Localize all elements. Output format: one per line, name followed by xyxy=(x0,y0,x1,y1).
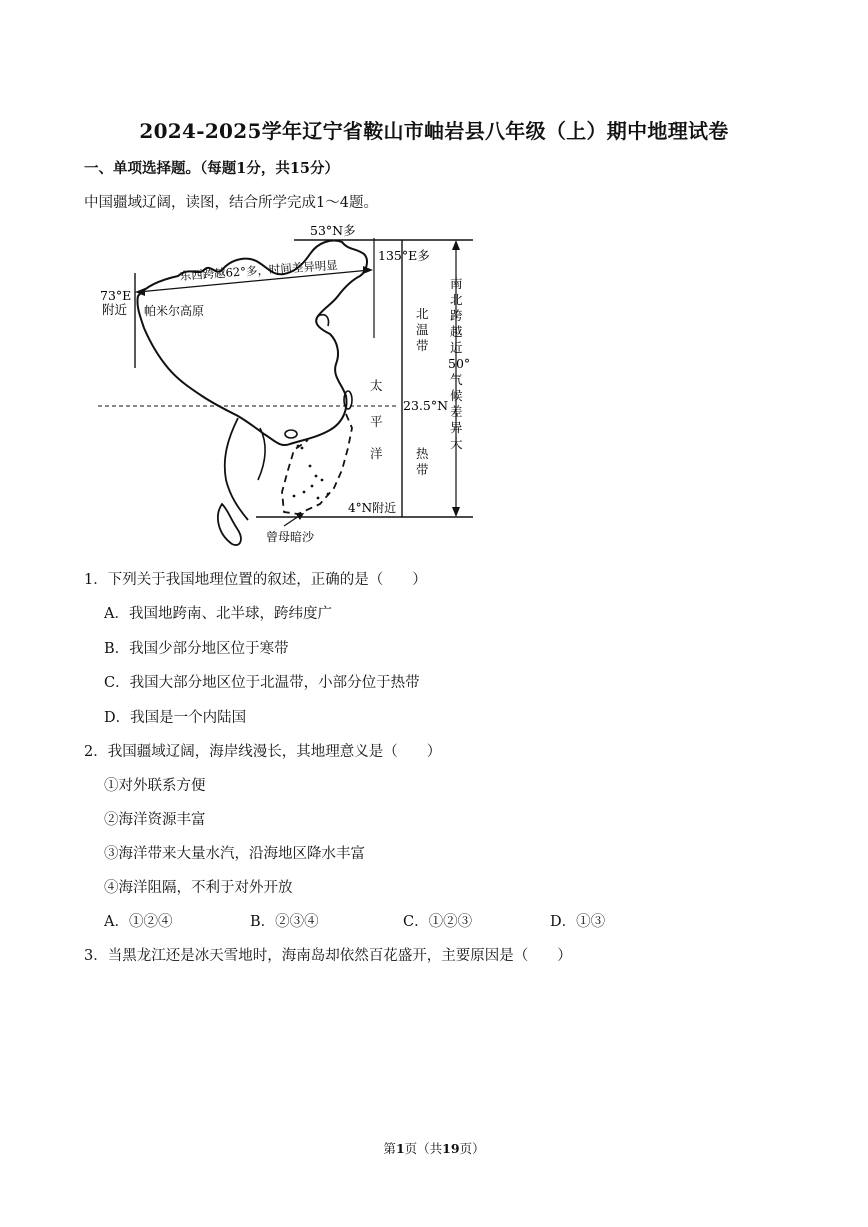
svg-text:50°: 50° xyxy=(448,356,471,371)
question-1-stem: 1．下列关于我国地理位置的叙述，正确的是（ ） xyxy=(84,572,427,588)
footer-mid: 页（共 xyxy=(404,1141,443,1156)
question-2-choice-c: C．①②③ xyxy=(403,914,473,930)
svg-text:平: 平 xyxy=(370,414,383,429)
label-tropic: 23.5°N xyxy=(403,398,449,413)
question-2-choice-d: D．①③ xyxy=(550,914,606,930)
question-3-stem: 3．当黑龙江还是冰天雪地时，海南岛却依然百花盛开，主要原因是（ ） xyxy=(84,948,572,964)
svg-text:大: 大 xyxy=(450,436,463,451)
label-zengmu: 曾母暗沙 xyxy=(266,530,315,544)
footer-prefix: 第 xyxy=(383,1141,396,1156)
svg-text:热: 热 xyxy=(416,446,429,461)
label-pacific xyxy=(370,378,383,461)
label-lat-north: 53°N多 xyxy=(310,223,356,238)
label-lon-west-note: 附近 xyxy=(102,302,128,317)
section-heading: 一、单项选择题。（每题1分，共15分） xyxy=(84,160,340,177)
question-2-item-4: ④海洋阻隔，不利于对外开放 xyxy=(104,880,293,896)
question-2-choice-a: A．①②④ xyxy=(104,914,173,930)
page-title: 2024-2025学年辽宁省鞍山市岫岩县八年级（上）期中地理试卷 xyxy=(139,119,729,143)
question-2-stem: 2．我国疆域辽阔，海岸线漫长，其地理意义是（ ） xyxy=(84,744,442,760)
svg-text:洋: 洋 xyxy=(370,446,383,461)
label-ew-span: 东西跨越62°多，时间差异明显 xyxy=(179,257,339,283)
label-ns-span xyxy=(448,276,470,451)
footer-total-pages: 19 xyxy=(442,1141,460,1156)
page-footer xyxy=(0,1139,868,1157)
footer-suffix: 页） xyxy=(459,1141,485,1156)
question-2-item-3: ③海洋带来大量水汽，沿海地区降水丰富 xyxy=(104,846,365,862)
question-1-option-c: C．我国大部分地区位于北温带，小部分位于热带 xyxy=(104,675,420,691)
svg-text:带: 带 xyxy=(416,338,429,353)
svg-text:太: 太 xyxy=(370,378,383,393)
intro-text: 中国疆域辽阔，读图，结合所学完成1～4题。 xyxy=(84,195,378,211)
svg-text:北: 北 xyxy=(416,306,429,321)
svg-text:跨: 跨 xyxy=(450,308,463,323)
label-south-lat: 4°N附近 xyxy=(348,501,397,515)
svg-text:近: 近 xyxy=(450,340,463,355)
svg-text:越: 越 xyxy=(450,324,463,339)
svg-text:温: 温 xyxy=(416,322,429,337)
svg-text:北: 北 xyxy=(450,292,463,307)
label-tropical xyxy=(416,446,429,477)
china-map-figure xyxy=(98,218,488,558)
svg-text:候: 候 xyxy=(450,388,463,403)
question-1-option-b: B．我国少部分地区位于寒带 xyxy=(104,641,289,657)
question-2-item-2: ②海洋资源丰富 xyxy=(104,812,206,828)
question-1-option-d: D．我国是一个内陆国 xyxy=(104,710,247,726)
svg-text:差: 差 xyxy=(450,404,463,419)
label-north-temperate xyxy=(416,306,429,353)
question-1-option-a: A．我国地跨南、北半球，跨纬度广 xyxy=(104,606,332,622)
question-2-item-1: ①对外联系方便 xyxy=(104,778,206,794)
label-lon-east: 135°E多 xyxy=(378,248,430,263)
label-lon-west: 73°E xyxy=(100,288,132,303)
label-pamir: 帕米尔高原 xyxy=(144,304,205,318)
svg-text:南: 南 xyxy=(450,276,463,291)
svg-text:气: 气 xyxy=(450,372,463,387)
question-2-choice-b: B．②③④ xyxy=(250,914,319,930)
svg-text:异: 异 xyxy=(450,420,463,435)
footer-page-number: 1 xyxy=(395,1141,405,1156)
svg-text:带: 带 xyxy=(416,462,429,477)
